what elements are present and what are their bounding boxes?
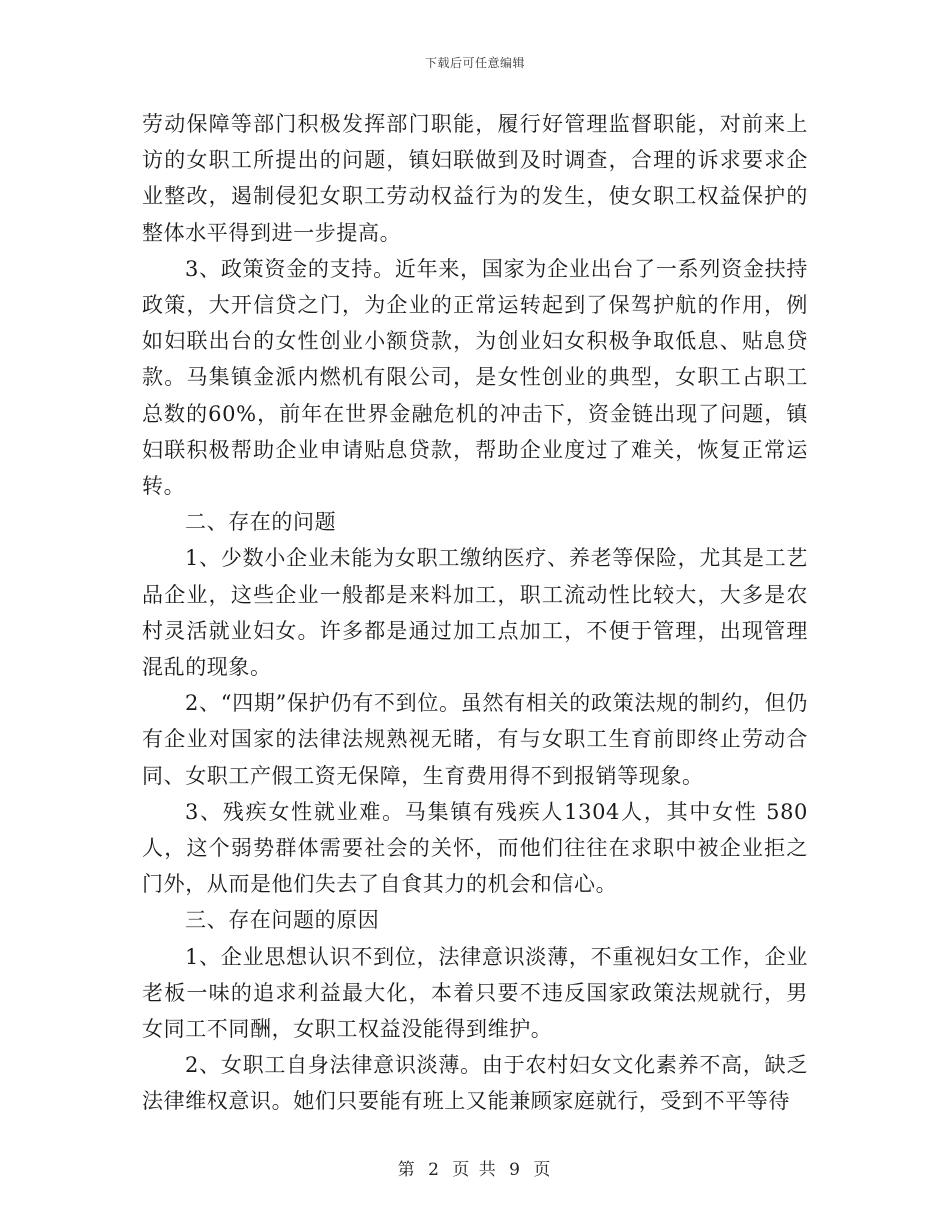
- section-heading-2: 二、存在的问题: [185, 510, 337, 535]
- footer-prefix: 第: [397, 1160, 417, 1180]
- paragraph-7: 2、女职工自身法律意识淡薄。由于农村妇女文化素养不高，缺乏法律维权意识。她们只要能有班上又能兼顾家庭就行，受到不平等待: [142, 1053, 808, 1114]
- paragraph-5: 3、残疾女性就业难。马集镇有残疾人1304人，其中女性 580人，这个弱势群体需要社会的关怀，而他们往往在求职中被企业拒之门外，从而是他们失去了自食其力的机会和信心。: [142, 799, 808, 897]
- paragraph-6: 1、企业思想认识不到位，法律意识淡薄，不重视妇女工作，企业老板一味的追求利益最大化，本着只要不违反国家政策法规就行，男女同工不同酬，女职工权益没能得到维护。: [142, 944, 808, 1042]
- page-header: 下载后可任意编辑: [424, 56, 525, 70]
- paragraph-1: 劳动保障等部门积极发挥部门职能，履行好管理监督职能，对前来上访的女职工所提出的问题，镇妇联做到及时调查，合理的诉求要求企业整改，遏制侵犯女职工劳动权益行为的发生，使女职工权益保护的整体水平得到进一步提高。: [142, 112, 808, 245]
- footer-current-page: 2: [428, 1160, 441, 1180]
- paragraph-3: 1、少数小企业未能为女职工缴纳医疗、养老等保险，尤其是工艺品企业，这些企业一般都是来料加工，职工流动性比较大，大多是农村灵活就业妇女。许多都是通过加工点加工，不便于管理，出现管理混乱的现象。: [142, 546, 808, 680]
- document-body: [142, 106, 808, 1120]
- paragraph-4: 2、“四期”保护仍有不到位。虽然有相关的政策法规的制约，但仍有企业对国家的法律法规熟视无睹，有与女职工生育前即终止劳动合同、女职工产假工资无保障，生育费用得不到报销等现象。: [142, 691, 808, 788]
- footer-total-pages: 9: [509, 1160, 522, 1180]
- paragraph-2: 3、政策资金的支持。近年来，国家为企业出台了一系列资金扶持政策，大开信贷之门，为企业的正常运转起到了保驾护航的作用，例如妇联出台的女性创业小额贷款，为创业妇女积极争取低息、贴息贷款。马集镇金派内燃机有限公司，是女性创业的典型，女职工占职工总数的60%，前年在世界金融危机的冲击下，资金链出现了问题，镇妇联积极帮助企业申请贴息贷款，帮助企业度过了难关，恢复正常运转。: [142, 256, 808, 499]
- footer-middle: 页 共: [452, 1160, 498, 1180]
- footer-suffix: 页: [533, 1160, 553, 1180]
- section-heading-3: 三、存在问题的原因: [185, 908, 380, 933]
- page-footer: [0, 1155, 950, 1180]
